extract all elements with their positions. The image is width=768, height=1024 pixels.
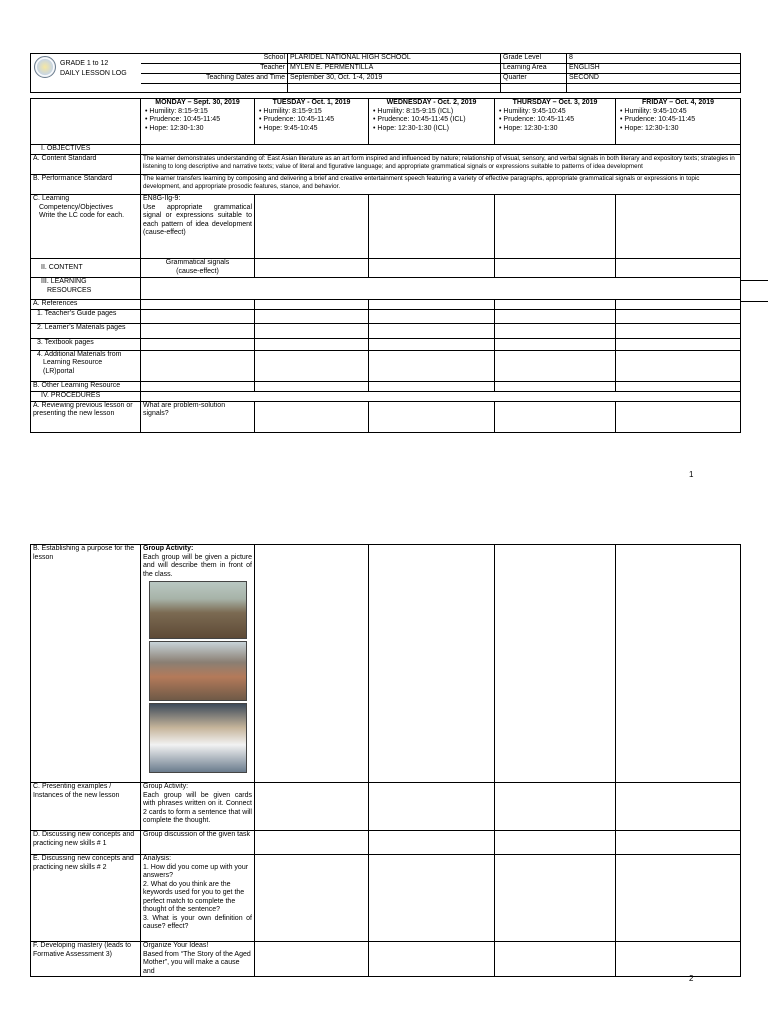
lr-line2: RESOURCES <box>47 286 92 294</box>
content-monday <box>141 259 255 278</box>
header-table <box>30 53 741 93</box>
overflow-line <box>740 301 768 302</box>
content-line2: (cause-effect) <box>176 267 219 275</box>
day-wednesday <box>369 99 495 145</box>
page-number-2: 2 <box>689 974 694 983</box>
competency-monday <box>141 195 255 259</box>
discuss2-head: Analysis: <box>143 855 172 862</box>
competency-label-line3: Write the LC code for each. <box>39 212 125 219</box>
mastery-text: Based from “The Story of the Aged Mother”, you will make a cause and <box>143 950 251 975</box>
examples-text: Each group will be given cards with phrases written on it. Connect 2 cards to form a sentence that will complete the thought. <box>143 791 252 824</box>
sched-humility: • Humility: 8:15-9:15 (ICL) <box>373 107 454 115</box>
sched-humility: • Humility: 8:15-9:15 <box>145 107 208 115</box>
examples-head: Group Activity: <box>143 783 189 790</box>
school-label: School <box>141 54 288 64</box>
discuss2-monday <box>141 855 255 942</box>
quarter-value: SECOND <box>567 74 741 84</box>
area-label: Learning Area <box>501 64 567 74</box>
competency-text: Use appropriate grammatical signal or expressions suitable to each pattern of idea development (cause-effect) <box>143 203 252 236</box>
content-standard-text: The learner demonstrates understanding of: East Asian literature as an art form inspired and influenced by nature; relationship of visual, sensory, and verbal signals in both literary and expository texts; strategies in listening to long descriptive and narrative texts; value of literal and figurative language; and appropriate grammatical signals or expressions suitable to patterns of idea development <box>141 155 741 175</box>
purpose-text: Each group will be given a picture and will describe them in front of the class. <box>143 553 252 578</box>
sched-prudence: • Prudence: 10:45-11:45 <box>499 116 575 123</box>
lesson-table-page2 <box>30 544 741 977</box>
mastery-label: F. Developing mastery (leads to Formative Assessment 3) <box>31 942 141 977</box>
dll-title-line2: DAILY LESSON LOG <box>60 70 127 77</box>
day-header-row <box>31 99 741 145</box>
sched-hope: • Hope: 9:45-10:45 <box>259 124 318 132</box>
day-name: TUESDAY - Oct. 1, 2019 <box>272 99 351 106</box>
discuss2-label: E. Discussing new concepts and practicing new skills # 2 <box>31 855 141 942</box>
learners-materials-label: 2. Learner’s Materials pages <box>31 323 141 338</box>
competency-label <box>31 195 141 259</box>
dates-label: Teaching Dates and Time <box>141 74 288 84</box>
objectives-heading: I. OBJECTIVES <box>31 145 141 155</box>
overflow-line <box>740 280 768 281</box>
examples-monday <box>141 783 255 831</box>
competency-label-line1: C. Learning <box>33 195 70 202</box>
teacher-value: MYLEN E. PERMENTILLA <box>288 64 501 74</box>
day-friday <box>616 99 741 145</box>
discuss1-label: D. Discussing new concepts and practicing new skills # 1 <box>31 831 141 855</box>
review-label: A. Reviewing previous lesson or presenting the new lesson <box>31 401 141 432</box>
references-label: A. References <box>31 300 141 310</box>
lesson-table-page1 <box>30 98 741 433</box>
procedures-heading: IV. PROCEDURES <box>31 391 141 401</box>
sched-humility: • Humility: 8:15-9:15 <box>259 107 322 115</box>
sched-prudence: • Prudence: 10:45-11:45 <box>620 116 696 123</box>
mastery-head: Organize Your Ideas! <box>143 942 209 949</box>
sched-prudence: • Prudence: 10:45-11:45 <box>145 116 221 123</box>
purpose-monday <box>141 545 255 783</box>
sched-hope: • Hope: 12:30-1:30 <box>145 124 204 132</box>
competency-label-line2: Competency/Objectives <box>39 203 113 211</box>
content-line1: Grammatical signals <box>165 259 230 266</box>
am-line2: Learning Resource <box>43 359 103 366</box>
sched-hope: • Hope: 12:30-1:30 <box>499 124 558 132</box>
content-heading: II. CONTENT <box>31 259 141 278</box>
flood-photo-image <box>149 641 247 701</box>
am-line1: 4. Additional Materials from <box>37 350 122 358</box>
page-number-1: 1 <box>689 470 694 479</box>
content-standard-label: A. Content Standard <box>31 155 141 175</box>
purpose-head: Group Activity: <box>143 545 194 552</box>
competency-code: EN8G-IIg-9: <box>143 195 181 202</box>
dll-title-line1: GRADE 1 to 12 <box>60 60 109 67</box>
performance-standard-label: B. Performance Standard <box>31 175 141 195</box>
grade-value: 8 <box>567 54 741 64</box>
discuss1-monday: Group discussion of the given task <box>141 831 255 855</box>
sched-humility: • Humility: 9:45-10:45 <box>620 107 687 115</box>
day-monday <box>141 99 255 145</box>
sched-humility: • Humility: 9:45-10:45 <box>499 107 566 115</box>
sched-hope: • Hope: 12:30-1:30 <box>620 124 679 132</box>
grade-label: Grade Level <box>501 54 567 64</box>
day-name: WEDNESDAY - Oct. 2, 2019 <box>386 99 477 106</box>
area-value: ENGLISH <box>567 64 741 74</box>
teacher-label: Teacher <box>141 64 288 74</box>
sched-hope: • Hope: 12:30-1:30 (ICL) <box>373 124 449 132</box>
sched-prudence: • Prudence: 10:45-11:45 <box>259 116 335 123</box>
day-tuesday <box>255 99 369 145</box>
mastery-monday <box>141 942 255 977</box>
school-value: PLARIDEL NATIONAL HIGH SCHOOL <box>288 54 501 64</box>
quarter-label: Quarter <box>501 74 567 84</box>
am-line3: (LR)portal <box>43 367 75 375</box>
lr-line1: III. LEARNING <box>41 278 87 285</box>
other-resource-label: B. Other Learning Resource <box>31 381 141 391</box>
drought-photo-image <box>149 581 247 639</box>
discuss2-q3: 3. What is your own definition of cause? effect? <box>143 914 252 930</box>
dates-value: September 30, Oct. 1-4, 2019 <box>288 74 501 84</box>
textbook-label: 3. Textbook pages <box>31 338 141 350</box>
day-thursday <box>495 99 616 145</box>
review-monday: What are problem-solution signals? <box>141 401 255 432</box>
discuss2-q2: 2. What do you think are the keywords used for you to get the perfect match to complete the thought of the sentence? <box>143 880 245 913</box>
students-photo-image <box>149 703 247 773</box>
teachers-guide-label: 1. Teacher’s Guide pages <box>31 309 141 323</box>
learning-resources-heading <box>31 278 141 300</box>
sched-prudence: • Prudence: 10:45-11:45 (ICL) <box>373 116 466 123</box>
examples-label: C. Presenting examples / Instances of the new lesson <box>31 783 141 831</box>
day-name: THURSDAY – Oct. 3, 2019 <box>512 99 598 106</box>
purpose-label: B. Establishing a purpose for the lesson <box>31 545 141 783</box>
day-name: MONDAY – Sept. 30, 2019 <box>155 99 240 106</box>
additional-materials-label <box>31 350 141 381</box>
performance-standard-text: The learner transfers learning by composing and delivering a brief and creative entertainment speech featuring a variety of effective paragraphs, appropriate grammatical signals or expressions in topic development, and appropriate prosodic features, stance, and behavior. <box>141 175 741 195</box>
discuss2-q1: 1. How did you come up with your answers? <box>143 863 249 879</box>
header-logo-cell <box>31 54 141 93</box>
day-name: FRIDAY – Oct. 4, 2019 <box>642 99 714 106</box>
